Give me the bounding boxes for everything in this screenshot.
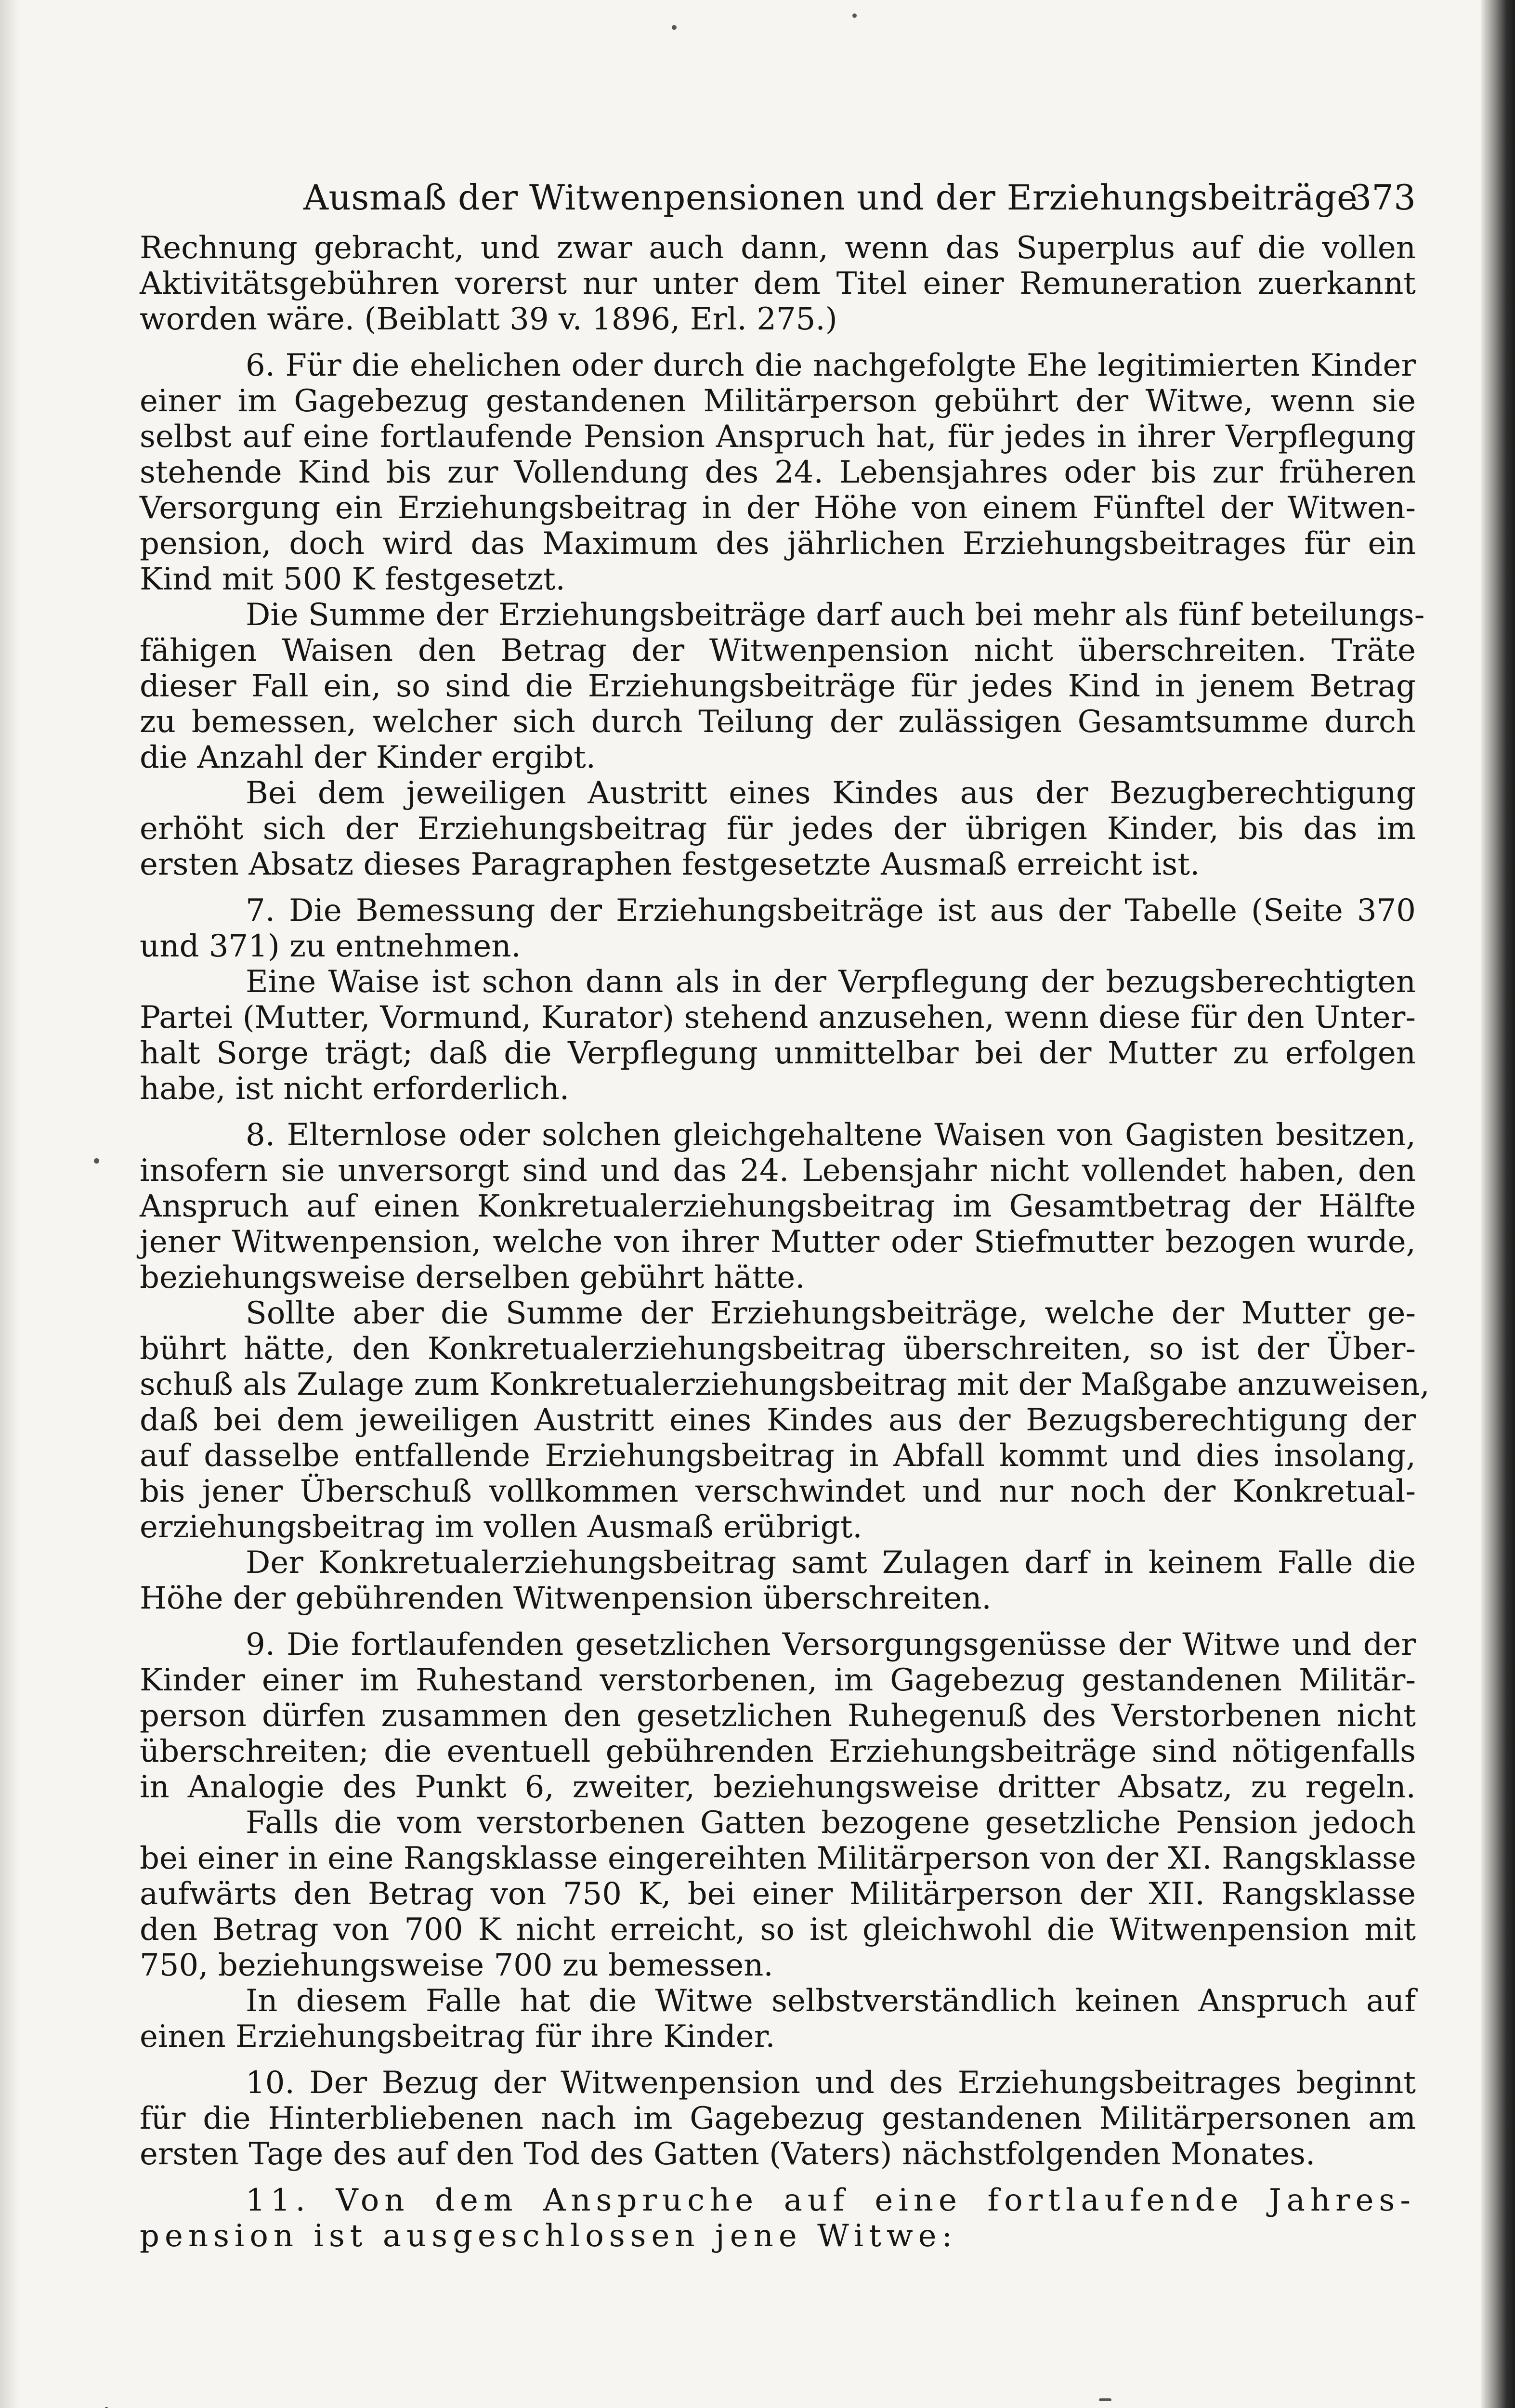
text-line: erhöht sich der Erziehungsbeitrag für jedes der übrigen Kinder, bis das im xyxy=(140,811,1416,847)
text-line: die Anzahl der Kinder ergibt. xyxy=(140,740,596,775)
text-line: bei einer in eine Rangsklasse eingereihten Militärperson von der XI. Rangsklasse xyxy=(140,1841,1416,1876)
paragraph-start: Falls die vom verstorbenen Gatten bezogene gesetzliche Pension jedoch xyxy=(246,1805,1416,1841)
text-line: person dürfen zusammen den gesetzlichen Ruhegenuß des Verstorbenen nicht xyxy=(140,1698,1416,1734)
text-line: überschreiten; die eventuell gebührenden Erziehungsbeiträge sind nötigenfalls xyxy=(140,1734,1416,1769)
paragraph-6-start: 6. Für die ehelichen oder durch die nachgefolgte Ehe legitimierten Kinder xyxy=(246,348,1416,383)
text-line: 750, beziehungsweise 700 zu bemessen. xyxy=(140,1948,773,1983)
text-line: Höhe der gebührenden Witwenpension überschreiten. xyxy=(140,1581,992,1616)
paragraph-11-start: 11. Von dem Anspruche auf eine fortlaufende Jahres- xyxy=(246,2183,1416,2218)
page-header xyxy=(140,171,1416,224)
text-line: den Betrag von 700 K nicht erreicht, so ist gleichwohl die Witwenpension mit xyxy=(140,1912,1416,1948)
print-speck xyxy=(94,1158,99,1164)
text-line: halt Sorge trägt; daß die Verpflegung unmittelbar bei der Mutter zu erfolgen xyxy=(140,1035,1416,1071)
text-line: ersten Absatz dieses Paragraphen festgesetzte Ausmaß erreicht ist. xyxy=(140,847,1200,882)
text-line: zu bemessen, welcher sich durch Teilung der zulässigen Gesamtsumme durch xyxy=(140,704,1416,740)
paragraph-start: In diesem Falle hat die Witwe selbstverständlich keinen Anspruch auf xyxy=(246,1983,1416,2019)
print-speck xyxy=(1099,2398,1111,2401)
paragraph-start: Bei dem jeweiligen Austritt eines Kindes aus der Bezugberechtigung xyxy=(246,775,1416,811)
text-line: fähigen Waisen den Betrag der Witwenpension nicht überschreiten. Träte xyxy=(140,633,1416,668)
text-line: beziehungsweise derselben gebührt hätte. xyxy=(140,1260,805,1296)
text-line: Kind mit 500 K festgesetzt. xyxy=(140,562,565,597)
text-line: dieser Fall ein, so sind die Erziehungsbeiträge für jedes Kind in jenem Betrag xyxy=(140,668,1416,704)
text-line: einer im Gagebezug gestandenen Militärperson gebührt der Witwe, wenn sie xyxy=(140,383,1416,419)
text-line: insofern sie unversorgt sind und das 24. Lebensjahr nicht vollendet haben, den xyxy=(140,1153,1416,1189)
text-line: Rechnung gebracht, und zwar auch dann, wenn das Superplus auf die vollen xyxy=(140,230,1416,266)
text-line: Aktivitätsgebühren vorerst nur unter dem Titel einer Remuneration zuerkannt xyxy=(140,266,1416,301)
text-line: in Analogie des Punkt 6, zweiter, beziehungsweise dritter Absatz, zu regeln. xyxy=(140,1769,1416,1805)
text-line: und 371) zu entnehmen. xyxy=(140,929,521,964)
text-line: ersten Tage des auf den Tod des Gatten (Vaters) nächstfolgenden Monates. xyxy=(140,2136,1316,2172)
paragraph-start: Der Konkretualerziehungsbeitrag samt Zulagen darf in keinem Falle die xyxy=(246,1545,1416,1581)
text-line: erziehungsbeitrag im vollen Ausmaß erübrigt. xyxy=(140,1509,862,1545)
paragraph-start: Eine Waise ist schon dann als in der Verpflegung der bezugsberechtigten xyxy=(246,964,1416,1000)
text-line: schuß als Zulage zum Konkretualerziehungsbeitrag mit der Maßgabe anzuweisen, xyxy=(140,1367,1430,1402)
text-line: Partei (Mutter, Vormund, Kurator) stehend anzusehen, wenn diese für den Unter- xyxy=(140,1000,1416,1035)
page-edge-shadow xyxy=(1481,0,1515,2408)
print-speck xyxy=(672,25,677,30)
paragraph-7-start: 7. Die Bemessung der Erziehungsbeiträge ist aus der Tabelle (Seite 370 xyxy=(246,893,1416,929)
text-line: aufwärts den Betrag von 750 K, bei einer Militärperson der XII. Rangsklasse xyxy=(140,1876,1416,1912)
paragraph-9-start: 9. Die fortlaufenden gesetzlichen Versorgungsgenüsse der Witwe und der xyxy=(246,1627,1416,1662)
text-line: Kinder einer im Ruhestand verstorbenen, im Gagebezug gestandenen Militär- xyxy=(140,1662,1416,1698)
paragraph-start: Die Summe der Erziehungsbeiträge darf auch bei mehr als fünf beteilungs- xyxy=(246,597,1425,633)
text-line: Versorgung ein Erziehungsbeitrag in der Höhe von einem Fünftel der Witwen- xyxy=(140,490,1416,526)
body-text xyxy=(140,230,1430,2254)
paragraph-10-start: 10. Der Bezug der Witwenpension und des Erziehungsbeitrages beginnt xyxy=(246,2065,1416,2101)
text-line: bis jener Überschuß vollkommen verschwindet und nur noch der Konkretual- xyxy=(140,1474,1416,1509)
text-line: worden wäre. (Beiblatt 39 v. 1896, Erl. 275.) xyxy=(140,301,837,337)
paragraph-start: Sollte aber die Summe der Erziehungsbeiträge, welche der Mutter ge- xyxy=(246,1296,1416,1331)
page-gutter-shadow xyxy=(0,0,19,2408)
page-number: 373 xyxy=(1349,177,1416,218)
text-line: Anspruch auf einen Konkretualerziehungsbeitrag im Gesamtbetrag der Hälfte xyxy=(140,1189,1416,1224)
text-line: pension ist ausgeschlossen jene Witwe: xyxy=(140,2218,958,2254)
print-speck xyxy=(852,13,857,18)
text-line: auf dasselbe entfallende Erziehungsbeitrag in Abfall kommt und dies insolang, xyxy=(140,1438,1416,1474)
text-line: jener Witwenpension, welche von ihrer Mutter oder Stiefmutter bezogen wurde, xyxy=(140,1224,1416,1260)
text-line: einen Erziehungsbeitrag für ihre Kinder. xyxy=(140,2019,775,2055)
text-line: bührt hätte, den Konkretualerziehungsbeitrag überschreiten, so ist der Über- xyxy=(140,1331,1416,1367)
text-line: selbst auf eine fortlaufende Pension Anspruch hat, für jedes in ihrer Verpflegung xyxy=(140,419,1416,455)
paragraph-8-start: 8. Elternlose oder solchen gleichgehaltene Waisen von Gagisten besitzen, xyxy=(246,1117,1416,1153)
text-line: habe, ist nicht erforderlich. xyxy=(140,1071,570,1107)
running-title: Ausmaß der Witwenpensionen und der Erziehungsbeiträge xyxy=(303,177,1358,218)
text-line: daß bei dem jeweiligen Austritt eines Kindes aus der Bezugsberechtigung der xyxy=(140,1402,1416,1438)
text-line: stehende Kind bis zur Vollendung des 24. Lebensjahres oder bis zur früheren xyxy=(140,455,1416,490)
text-line: pension, doch wird das Maximum des jährlichen Erziehungsbeitrages für ein xyxy=(140,526,1416,562)
text-line: für die Hinterbliebenen nach im Gagebezug gestandenen Militärpersonen am xyxy=(140,2101,1416,2136)
